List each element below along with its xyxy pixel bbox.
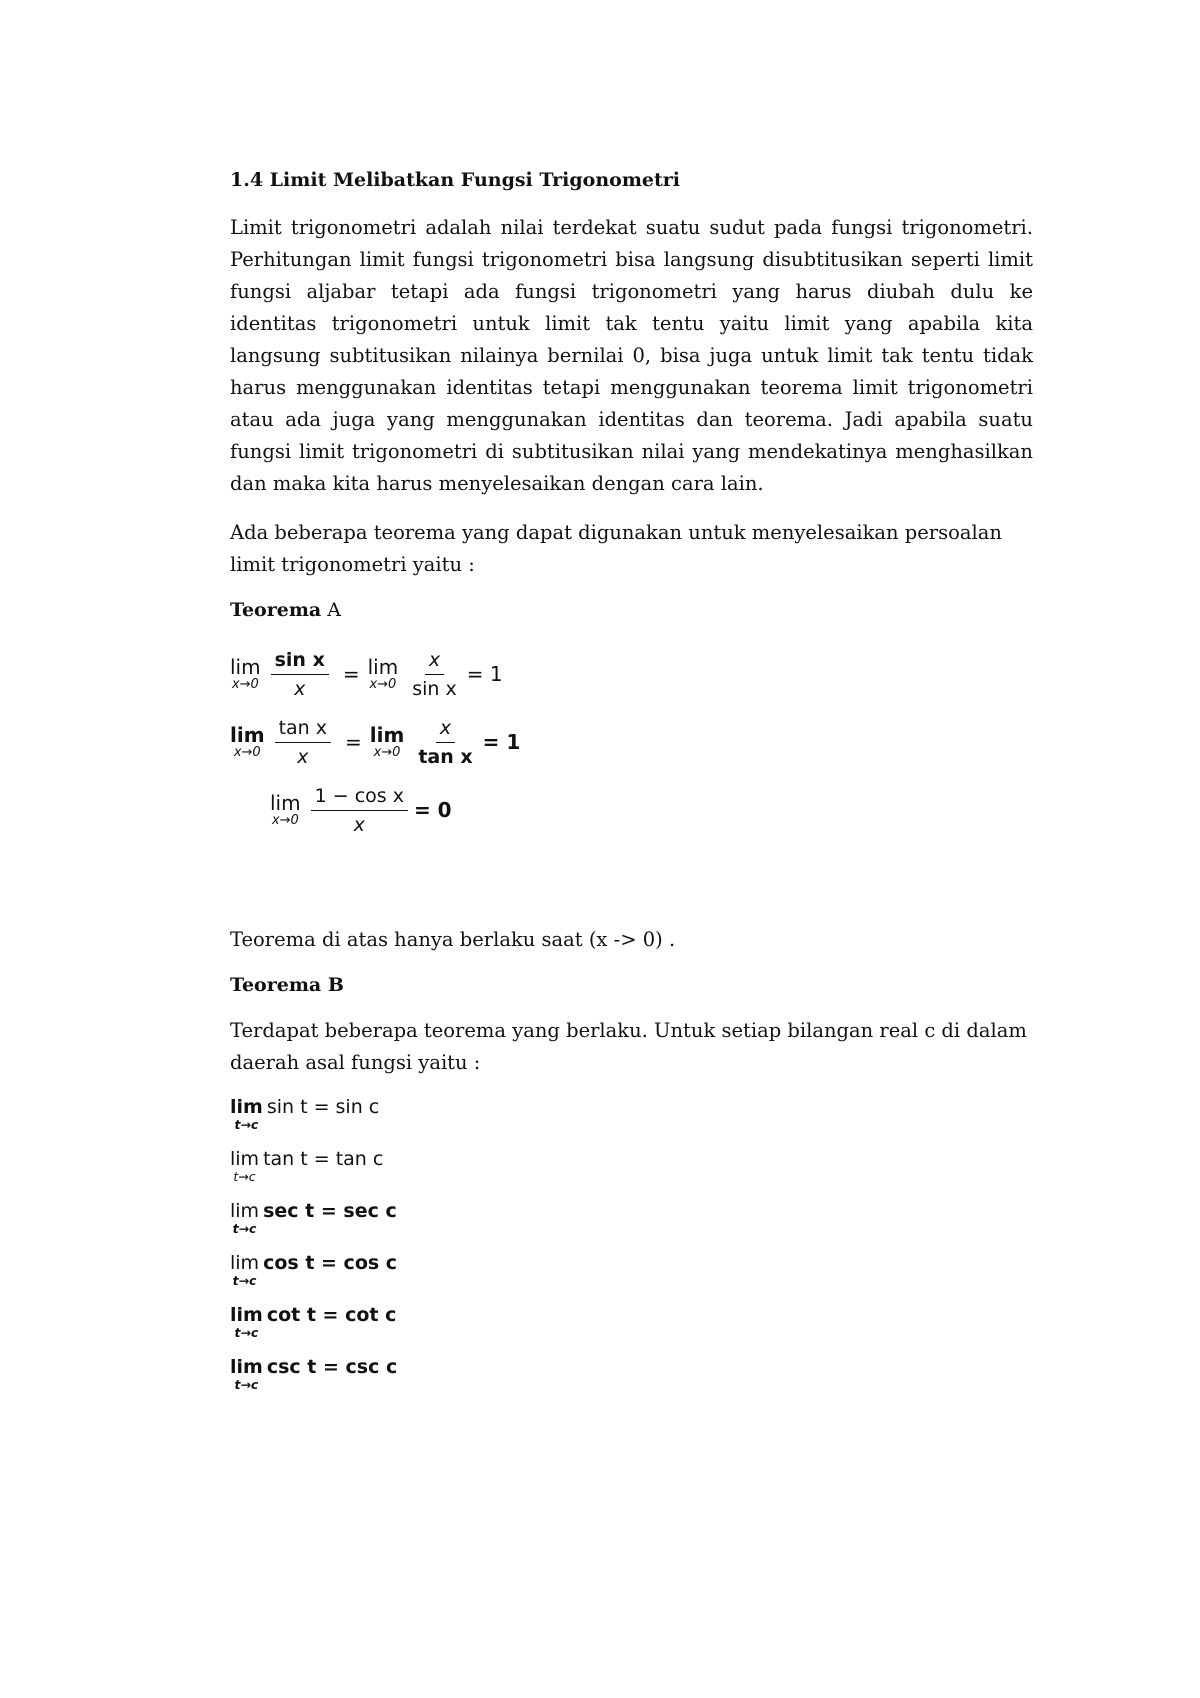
vertical-spacer <box>230 844 1033 924</box>
limit-operator <box>368 656 399 692</box>
fraction <box>275 717 331 768</box>
limit-operator <box>230 1356 263 1391</box>
lim-subscript: t→c <box>232 1221 257 1236</box>
lim-word: lim <box>230 1356 263 1378</box>
lim-word: lim <box>230 1148 260 1170</box>
paragraph-theorem-a-note: Teorema di atas hanya berlaku saat (x -> 0) . <box>230 928 676 951</box>
limit-operator <box>230 724 265 760</box>
equation-expression: sec t = sec c <box>263 1200 397 1222</box>
equation-result: = 1 <box>482 730 521 754</box>
lim-word: lim <box>230 723 265 747</box>
equals-sign: = <box>342 662 360 686</box>
theorem-a-title <box>230 598 1033 622</box>
lim-subscript: t→c <box>234 1325 259 1340</box>
fraction-denominator: sin x <box>412 677 457 700</box>
equation-expression: cot t = cot c <box>266 1304 397 1326</box>
theorem-a-equation-1 <box>230 640 1033 708</box>
theorem-b-title: Teorema B <box>230 974 344 996</box>
fraction-numerator: 1 − cos x <box>311 785 408 811</box>
equation-expression: sin t = sin c <box>266 1096 380 1118</box>
fraction <box>414 717 476 768</box>
equation-expression: cos t = cos c <box>263 1252 398 1274</box>
lim-word: lim <box>230 1252 260 1274</box>
lim-subscript: x→0 <box>369 677 397 692</box>
lim-subscript: x→0 <box>373 745 401 760</box>
lim-subscript: t→c <box>232 1273 257 1288</box>
document-content <box>230 168 1033 1408</box>
theorem-b-equation-tan <box>230 1148 1033 1200</box>
fraction-denominator: x <box>353 813 365 836</box>
lim-word: lim <box>230 1304 263 1326</box>
limit-operator <box>270 792 301 828</box>
paragraph-definition: Limit trigonometri adalah nilai terdekat suatu sudut pada fungsi trigonometri. Perhitungan limit fungsi trigonometri bisa langsung disubtitusikan seperti limit fungsi aljabar tetapi ada fungsi trigonometri yang harus diubah dulu ke identitas trigonometri untuk limit tak tentu yaitu limit yang apabila kita langsung subtitusikan nilainya bernilai 0, bisa juga untuk limit tak tentu tidak harus menggunakan identitas tetapi menggunakan teorema limit trigonometri atau ada juga yang menggunakan identitas dan teorema. Jadi apabila suatu fungsi limit trigonometri di subtitusikan nilai yang mendekatinya menghasilkan dan maka kita harus menyelesaikan dengan cara lain. <box>230 216 1033 495</box>
limit-operator <box>230 1200 259 1235</box>
fraction-denominator: x <box>294 677 306 700</box>
theorem-b-equation-csc <box>230 1356 1033 1408</box>
limit-operator <box>230 1096 263 1131</box>
theorem-b-equation-cot <box>230 1304 1033 1356</box>
fraction-numerator: x <box>425 649 444 675</box>
lim-word: lim <box>230 655 261 679</box>
lim-subscript: x→0 <box>271 813 299 828</box>
lim-word: lim <box>230 1200 260 1222</box>
fraction-denominator: x <box>297 745 309 768</box>
lim-subscript: x→0 <box>233 745 261 760</box>
lim-word: lim <box>230 1096 263 1118</box>
fraction <box>311 785 408 836</box>
theorem-b-equation-sec <box>230 1200 1033 1252</box>
theorem-b-equations <box>230 1096 1033 1408</box>
fraction-denominator: tan x <box>418 745 473 768</box>
paragraph-theorems-intro: Ada beberapa teorema yang dapat digunakan untuk menyelesaikan persoalan limit trigonometri yaitu : <box>230 521 1002 576</box>
section-title: 1.4 Limit Melibatkan Fungsi Trigonometri <box>230 169 681 191</box>
lim-subscript: t→c <box>234 1117 259 1132</box>
paragraph-theorem-b-intro: Terdapat beberapa teorema yang berlaku. Untuk setiap bilangan real c di dalam daerah asal fungsi yaitu : <box>230 1019 1027 1074</box>
limit-operator <box>230 1304 263 1339</box>
limit-operator <box>230 656 261 692</box>
lim-word: lim <box>367 655 399 679</box>
theorem-b-equation-sin <box>230 1096 1033 1148</box>
theorem-a-equation-2 <box>230 708 1033 776</box>
limit-operator <box>230 1148 259 1183</box>
fraction <box>408 649 461 700</box>
limit-operator <box>370 724 405 760</box>
equals-sign: = <box>344 730 362 754</box>
lim-word: lim <box>270 791 301 815</box>
lim-word: lim <box>369 723 405 747</box>
fraction <box>271 649 329 700</box>
theorem-a-equations <box>230 640 1033 844</box>
lim-subscript: t→c <box>233 1169 256 1184</box>
theorem-a-title-letter: A <box>321 599 341 621</box>
equation-result: = 1 <box>466 662 503 686</box>
limit-operator <box>230 1252 259 1287</box>
fraction-numerator: tan x <box>275 717 331 743</box>
equation-result: = 0 <box>413 798 452 822</box>
lim-subscript: t→c <box>234 1377 259 1392</box>
equation-expression: csc t = csc c <box>266 1356 398 1378</box>
fraction-numerator: sin x <box>271 649 329 675</box>
fraction-numerator: x <box>436 717 455 743</box>
lim-subscript: x→0 <box>231 677 259 692</box>
equation-expression: tan t = tan c <box>263 1148 384 1170</box>
theorem-a-title-bold: Teorema <box>230 599 322 621</box>
theorem-b-equation-cos <box>230 1252 1033 1304</box>
theorem-a-equation-3 <box>230 776 1033 844</box>
